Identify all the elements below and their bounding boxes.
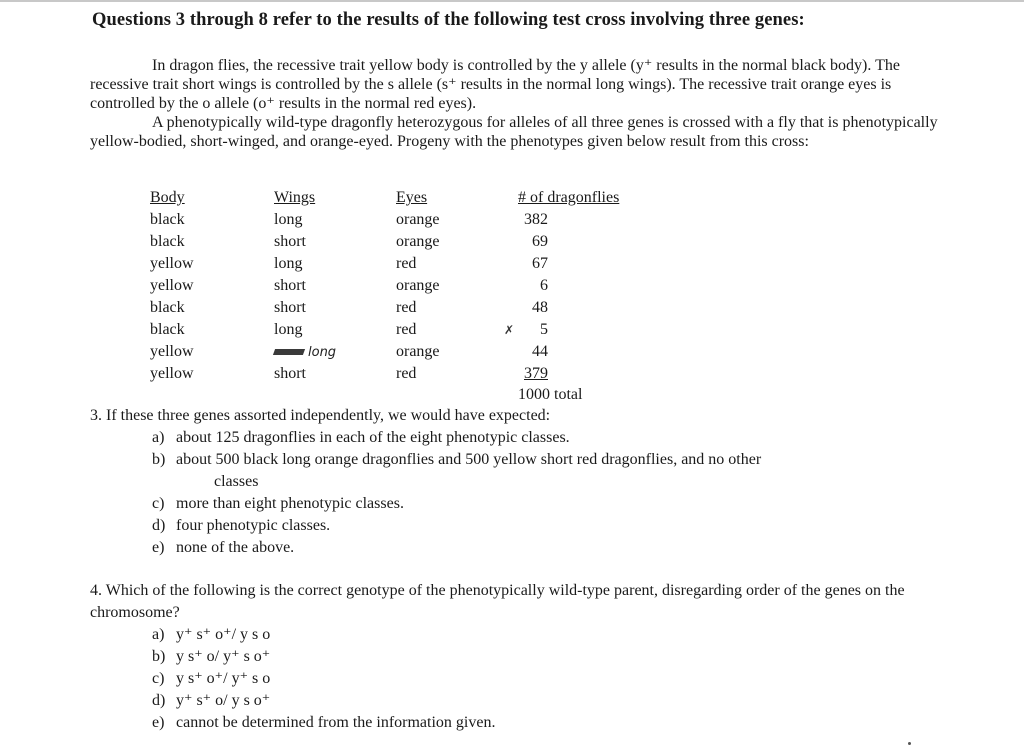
cell-eyes: orange (396, 233, 440, 250)
cell-wings: long (274, 321, 303, 338)
table-row (150, 232, 658, 254)
option-e (152, 537, 970, 559)
table-row (150, 210, 658, 232)
cell-count (518, 254, 658, 276)
header-body: Body (150, 189, 185, 206)
cell-body: yellow (150, 343, 194, 360)
option-label: b) (152, 451, 166, 468)
option-label: a) (152, 429, 165, 446)
cell-count (518, 298, 658, 320)
total-count: 1000 total (518, 386, 583, 403)
cell-body: yellow (150, 255, 194, 272)
cell-eyes: orange (396, 277, 440, 294)
question-3-stem: 3. If these three genes assorted independently, we would have expected: (90, 407, 551, 424)
option-b (152, 449, 970, 493)
question-4-stem: 4. Which of the following is the correct genotype of the phenotypically wild-type parent, disregarding order of the genes on the chromosome? (90, 582, 905, 621)
cell-body: black (150, 211, 185, 228)
option-text: y⁺ s⁺ o/ y s o⁺ (176, 692, 271, 709)
option-text: about 500 black long orange dragonflies and 500 yellow short red dragonflies, and no other (176, 451, 762, 468)
option-d (152, 690, 970, 712)
cell-wings: short (274, 365, 306, 382)
question-3-options (90, 427, 970, 559)
option-a (152, 427, 970, 449)
intro-paragraph-2: A phenotypically wild-type dragonfly heterozygous for alleles of all three genes is crossed with a fly that is phenotypically yellow-bodied, short-winged, and orange-eyed. Progeny with the phenotypes given below result from this cross: (90, 114, 938, 150)
option-label: c) (152, 495, 165, 512)
option-text: y⁺ s⁺ o⁺/ y s o (176, 626, 271, 643)
option-label: e) (152, 539, 165, 556)
option-text: none of the above. (176, 539, 295, 556)
count-value: 69 (532, 233, 548, 250)
table-row (150, 320, 658, 342)
intro-paragraph-1: In dragon flies, the recessive trait yellow body is controlled by the y allele (y⁺ results in the normal black body). The recessive trait short wings is controlled by the s allele (s⁺ results in the normal long wings). The recessive trait orange eyes is controlled by the o allele (o⁺ results in the normal red eyes). (90, 57, 900, 112)
cell-wings (274, 342, 396, 364)
cell-eyes: red (396, 365, 417, 382)
table-row (150, 254, 658, 276)
cell-body: yellow (150, 365, 194, 382)
option-text: y s⁺ o⁺/ y⁺ s o (176, 670, 271, 687)
cell-count (518, 232, 658, 254)
cell-count (504, 320, 658, 342)
option-label: c) (152, 670, 165, 687)
count-value: 6 (540, 277, 548, 294)
intro-text (90, 56, 960, 151)
option-c (152, 493, 970, 515)
header-wings: Wings (274, 189, 316, 206)
count-value: 5 (540, 321, 548, 338)
header-count: # of dragonflies (518, 189, 620, 206)
scribble-out-icon (273, 349, 305, 355)
pen-mark-icon: ✗ (504, 323, 515, 337)
table-row (150, 342, 658, 364)
option-e (152, 712, 970, 734)
cell-wings: short (274, 233, 306, 250)
progeny-table (150, 188, 658, 386)
cell-wings: short (274, 277, 306, 294)
cell-count (518, 364, 658, 386)
cell-wings: short (274, 299, 306, 316)
cell-wings: long (274, 211, 303, 228)
count-value: 379 (524, 365, 548, 382)
top-border (0, 0, 1024, 2)
table-header-row (150, 188, 658, 210)
option-c (152, 668, 970, 690)
header-eyes: Eyes (396, 189, 428, 206)
table-row (150, 276, 658, 298)
count-value: 48 (532, 299, 548, 316)
count-value: 67 (532, 255, 548, 272)
table-row (150, 364, 658, 386)
option-text: more than eight phenotypic classes. (176, 495, 404, 512)
option-text-continued: classes (214, 473, 259, 490)
table-row (150, 298, 658, 320)
option-text: cannot be determined from the information given. (176, 714, 496, 731)
option-text: about 125 dragonflies in each of the eight phenotypic classes. (176, 429, 570, 446)
option-label: d) (152, 692, 166, 709)
cell-eyes: orange (396, 343, 440, 360)
option-label: b) (152, 648, 166, 665)
cell-body: black (150, 321, 185, 338)
page-heading: Questions 3 through 8 refer to the results of the following test cross involving three genes: (92, 10, 805, 30)
count-value: 382 (524, 211, 548, 228)
count-value: 44 (532, 343, 548, 360)
cell-eyes: orange (396, 211, 440, 228)
cell-count (518, 276, 658, 298)
cell-eyes: red (396, 255, 417, 272)
question-4 (90, 580, 970, 734)
option-text: four phenotypic classes. (176, 517, 331, 534)
option-text: y s⁺ o/ y⁺ s o⁺ (176, 648, 271, 665)
cell-eyes: red (396, 321, 417, 338)
option-label: e) (152, 714, 165, 731)
question-3 (90, 405, 970, 559)
cell-count (518, 342, 658, 364)
cell-body: black (150, 299, 185, 316)
option-b (152, 646, 970, 668)
cell-body: yellow (150, 277, 194, 294)
cell-wings: long (274, 255, 303, 272)
option-label: a) (152, 626, 165, 643)
handwritten-correction: long (308, 345, 337, 360)
option-d (152, 515, 970, 537)
question-4-options (90, 624, 970, 734)
option-label: d) (152, 517, 166, 534)
cell-body: black (150, 233, 185, 250)
cell-eyes: red (396, 299, 417, 316)
cell-count (518, 210, 658, 232)
option-a (152, 624, 970, 646)
